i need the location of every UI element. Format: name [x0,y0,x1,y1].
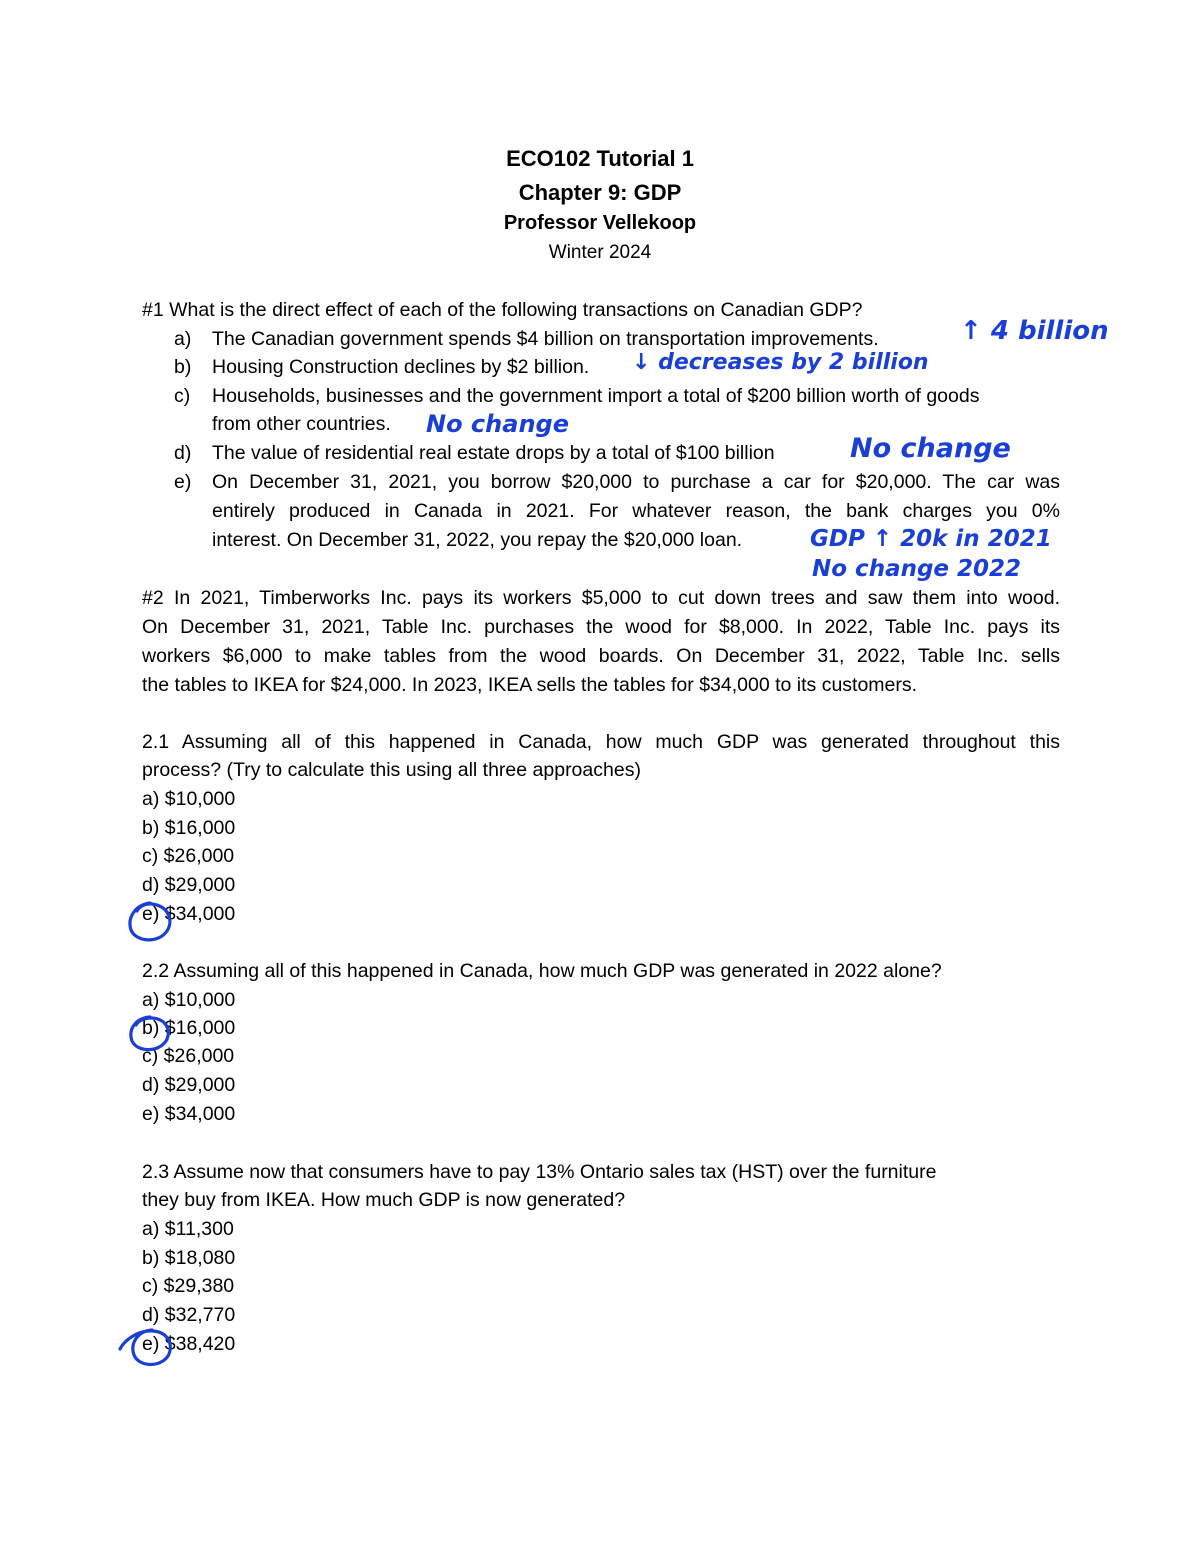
q1-item-c-text-cont: from other countries. [212,413,391,435]
q2-text: #2 In 2021, Timberworks Inc. pays its workers $5,000 to cut down trees and saw them into wood. [142,587,1060,609]
annotation-d: No change [850,433,1011,464]
annotation-c: No change [426,410,569,438]
q2-2-option-d: d) $29,000 [142,1074,236,1096]
q1-item-e-text-cont: entirely produced in Canada in 2021. For whatever reason, the bank charges you 0% [212,500,1060,522]
q1-item-a-text: The Canadian government spends $4 billion on transportation improvements. [212,328,879,350]
q2-2-option-a: a) $10,000 [142,989,236,1011]
professor-name: Professor Vellekoop [503,212,697,234]
q1-item-e-text-cont: interest. On December 31, 2022, you repay the $20,000 loan. [212,529,743,551]
q1-item-e-text: On December 31, 2021, you borrow $20,000 to purchase a car for $20,000. The car was [212,471,1060,493]
annotation-a: ↑ 4 billion [960,316,1109,346]
annotation-b: ↓ decreases by 2 billion [632,350,929,375]
q1-item-label: e) [174,471,192,493]
q1-item-c-text: Households, businesses and the government import a total of $200 billion worth of goods [212,385,980,407]
q1-question: #1 What is the direct effect of each of the following transactions on Canadian GDP? [142,299,863,321]
q1-item-label: b) [174,356,192,378]
q1-item-label: a) [174,328,192,350]
q1-item-b-text: Housing Construction declines by $2 billion. [212,356,590,378]
q2-1-question-cont: process? (Try to calculate this using all three approaches) [142,759,641,781]
q2-text: On December 31, 2021, Table Inc. purchases the wood for $8,000. In 2022, Table Inc. pays its [142,616,1060,638]
document-title: ECO102 Tutorial 1 [506,146,694,171]
q2-3-option-c: c) $29,380 [142,1275,235,1297]
q2-2-option-e: e) $34,000 [142,1103,236,1125]
q2-3-option-e: e) $38,420 [142,1333,236,1355]
q2-1-option-c: c) $26,000 [142,845,235,867]
q1-item-label: c) [174,385,191,407]
annotation-e-2022: No change 2022 [812,556,1022,582]
q2-text: the tables to IKEA for $24,000. In 2023, IKEA sells the tables for $34,000 to its customers. [142,674,918,696]
q2-2-option-c: c) $26,000 [142,1045,235,1067]
q2-2-question: 2.2 Assuming all of this happened in Canada, how much GDP was generated in 2022 alone? [142,960,942,982]
q2-3-question: 2.3 Assume now that consumers have to pay 13% Ontario sales tax (HST) over the furniture [142,1161,937,1183]
q2-1-question: 2.1 Assuming all of this happened in Canada, how much GDP was generated throughout this [142,731,1060,753]
q2-1-option-d: d) $29,000 [142,874,236,896]
q2-text: workers $6,000 to make tables from the wood boards. On December 31, 2022, Table Inc. sells [142,645,1060,667]
q2-3-option-a: a) $11,300 [142,1218,234,1240]
annotation-e-2021: GDP ↑ 20k in 2021 [810,526,1052,552]
q2-3-option-d: d) $32,770 [142,1304,236,1326]
q2-3-question-cont: they buy from IKEA. How much GDP is now generated? [142,1189,626,1211]
q2-2-option-b: b) $16,000 [142,1017,236,1039]
q1-item-label: d) [174,442,192,464]
q2-1-option-e: e) $34,000 [142,903,236,925]
chapter-heading: Chapter 9: GDP [518,180,682,205]
q2-3-option-b: b) $18,080 [142,1247,236,1269]
q1-item-d-text: The value of residential real estate drops by a total of $100 billion [212,442,775,464]
q2-1-option-b: b) $16,000 [142,817,236,839]
term-label: Winter 2024 [548,242,652,263]
q2-1-option-a: a) $10,000 [142,788,236,810]
